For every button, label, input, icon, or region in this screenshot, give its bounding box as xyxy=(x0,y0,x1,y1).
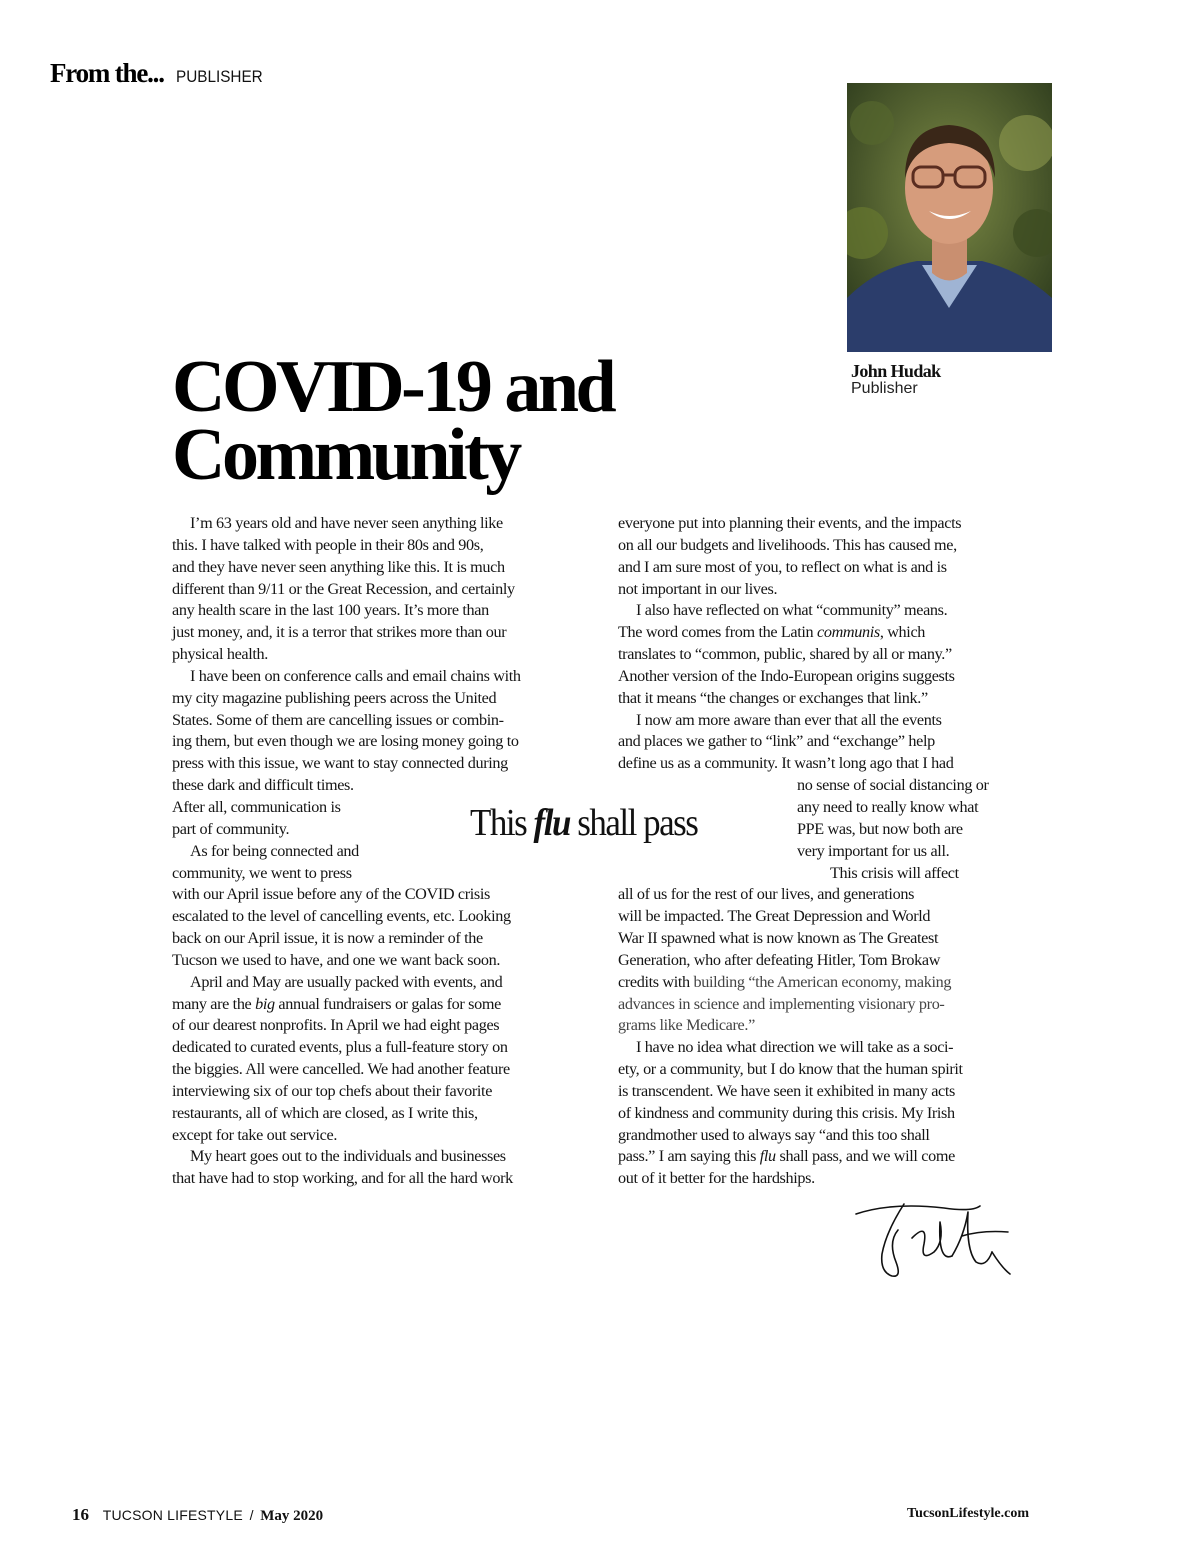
article-column-right xyxy=(618,513,1030,1190)
body-line xyxy=(172,994,584,1016)
body-line: on all our budgets and livelihoods. This has caused me, xyxy=(618,535,957,554)
body-line: April and May are usually packed with events, and xyxy=(190,972,503,991)
emphasis-text: flu xyxy=(759,1147,776,1166)
body-line: grandmother used to always say “and this too shall xyxy=(618,1125,930,1144)
body-text: many are the xyxy=(172,994,256,1013)
article-headline xyxy=(172,346,614,496)
body-line: no sense of social distancing or xyxy=(797,776,989,795)
body-line: interviewing six of our top chefs about their favorite xyxy=(172,1081,493,1100)
body-line: back on our April issue, it is now a reminder of the xyxy=(172,929,483,948)
body-line: PPE was, but now both are xyxy=(797,819,963,838)
body-line: This crisis will affect xyxy=(830,863,959,882)
pull-quote xyxy=(470,801,697,845)
author-name: John Hudak xyxy=(851,361,941,381)
publisher-photo xyxy=(847,83,1052,352)
body-line: that it means “the changes or exchanges that link.” xyxy=(618,688,928,707)
body-line: As for being connected and xyxy=(190,841,359,860)
body-line: of kindness and community during this crisis. My Irish xyxy=(618,1103,955,1122)
page-footer-left xyxy=(72,1505,323,1525)
body-line: that have had to stop working, and for all the hard work xyxy=(172,1169,513,1188)
emphasis-text: communis xyxy=(816,623,880,642)
body-line: everyone put into planning their events, and the impacts xyxy=(618,514,962,532)
page-number: 16 xyxy=(72,1505,89,1524)
article-column-left xyxy=(172,513,584,1190)
quoted-text: building “the American economy, making xyxy=(693,972,952,991)
body-line: dedicated to curated events, plus a full-feature story on xyxy=(172,1038,508,1057)
body-line: ing them, but even though we are losing money going to xyxy=(172,732,519,751)
body-text: credits with xyxy=(618,972,694,991)
body-line xyxy=(618,1146,1030,1168)
body-line: out of it better for the hardships. xyxy=(618,1169,815,1188)
body-text: pass.” I am saying this xyxy=(618,1147,760,1166)
body-line: and I am sure most of you, to reflect on what is and is xyxy=(618,557,947,576)
website-url[interactable]: TucsonLifestyle.com xyxy=(907,1506,1029,1521)
body-line: different than 9/11 or the Great Recession, and certainly xyxy=(172,579,515,598)
body-text: The word comes from the Latin xyxy=(618,623,817,642)
body-line: and places we gather to “link” and “exchange” help xyxy=(618,732,935,751)
body-line: just money, and, it is a terror that strikes more than our xyxy=(172,623,507,642)
body-line: grams like Medicare.” xyxy=(618,1016,755,1035)
footer-separator: / xyxy=(249,1507,254,1523)
body-line: I have been on conference calls and email chains with xyxy=(190,666,521,685)
body-line: this. I have talked with people in their 80s and 90s, xyxy=(172,535,484,554)
body-line: Generation, who after defeating Hitler, Tom Brokaw xyxy=(618,950,941,969)
body-line: translates to “common, public, shared by all or many.” xyxy=(618,645,952,664)
emphasis-text: big xyxy=(255,994,275,1013)
body-line: of our dearest nonprofits. In April we had eight pages xyxy=(172,1016,500,1035)
body-line: will be impacted. The Great Depression and World xyxy=(618,907,931,926)
body-line xyxy=(618,622,1030,644)
magazine-name: TUCSON LIFESTYLE xyxy=(102,1507,243,1523)
body-line: very important for us all. xyxy=(797,841,950,860)
body-line: I have no idea what direction we will take as a soci- xyxy=(636,1038,954,1057)
body-line: escalated to the level of cancelling events, etc. Looking xyxy=(172,907,511,926)
headline-line-2: Community xyxy=(172,414,519,496)
body-line: Tucson we used to have, and one we want back soon. xyxy=(172,950,501,969)
body-line: part of community. xyxy=(172,819,290,838)
body-line: is transcendent. We have seen it exhibited in many acts xyxy=(618,1081,955,1100)
body-line: the biggies. All were cancelled. We had another feature xyxy=(172,1060,510,1079)
body-line: press with this issue, we want to stay connected during xyxy=(172,754,508,773)
pull-quote-before: This xyxy=(470,802,534,844)
photo-caption xyxy=(851,362,941,398)
body-line: these dark and difficult times. xyxy=(172,776,354,795)
pull-quote-after: shall pass xyxy=(569,802,698,844)
body-line: I’m 63 years old and have never seen anything like xyxy=(190,514,503,532)
body-line: After all, communication is xyxy=(172,797,341,816)
body-line: I also have reflected on what “community” means. xyxy=(636,601,948,620)
body-line: Another version of the Indo-European origins suggests xyxy=(618,666,955,685)
body-line: community, we went to press xyxy=(172,863,352,882)
section-header xyxy=(50,58,272,89)
body-line xyxy=(618,972,1030,994)
body-line: States. Some of them are cancelling issues or combin- xyxy=(172,710,504,729)
body-line: ety, or a community, but I do know that the human spirit xyxy=(618,1060,963,1079)
section-kind-label: PUBLISHER xyxy=(175,67,263,86)
author-title: Publisher xyxy=(851,380,918,397)
body-line: any health scare in the last 100 years. It’s more than xyxy=(172,601,489,620)
body-text: annual fundraisers or galas for some xyxy=(274,994,501,1013)
body-line: and they have never seen anything like this. It is much xyxy=(172,557,505,576)
body-line: physical health. xyxy=(172,645,268,664)
issue-date: May 2020 xyxy=(260,1508,324,1524)
body-text: , which xyxy=(879,623,926,642)
body-line: advances in science and implementing visionary pro- xyxy=(618,994,945,1013)
body-line: not important in our lives. xyxy=(618,579,778,598)
section-from-label: From the... xyxy=(50,58,164,88)
body-line: all of us for the rest of our lives, and generations xyxy=(618,885,915,904)
headline-line-1: COVID-19 and xyxy=(172,346,614,428)
body-line: War II spawned what is now known as The Greatest xyxy=(618,929,939,948)
body-line: I now am more aware than ever that all the events xyxy=(636,710,942,729)
body-line: any need to really know what xyxy=(797,797,979,816)
pull-quote-emphasis: flu xyxy=(533,802,570,844)
body-line: My heart goes out to the individuals and businesses xyxy=(190,1147,506,1166)
body-line: my city magazine publishing peers across the United xyxy=(172,688,497,707)
body-line: except for take out service. xyxy=(172,1125,338,1144)
publisher-signature xyxy=(852,1192,1017,1289)
body-line: restaurants, all of which are closed, as I write this, xyxy=(172,1103,478,1122)
body-text: shall pass, and we will come xyxy=(775,1147,955,1166)
body-line: define us as a community. It wasn’t long ago that I had xyxy=(618,754,954,773)
body-line: with our April issue before any of the COVID crisis xyxy=(172,885,490,904)
